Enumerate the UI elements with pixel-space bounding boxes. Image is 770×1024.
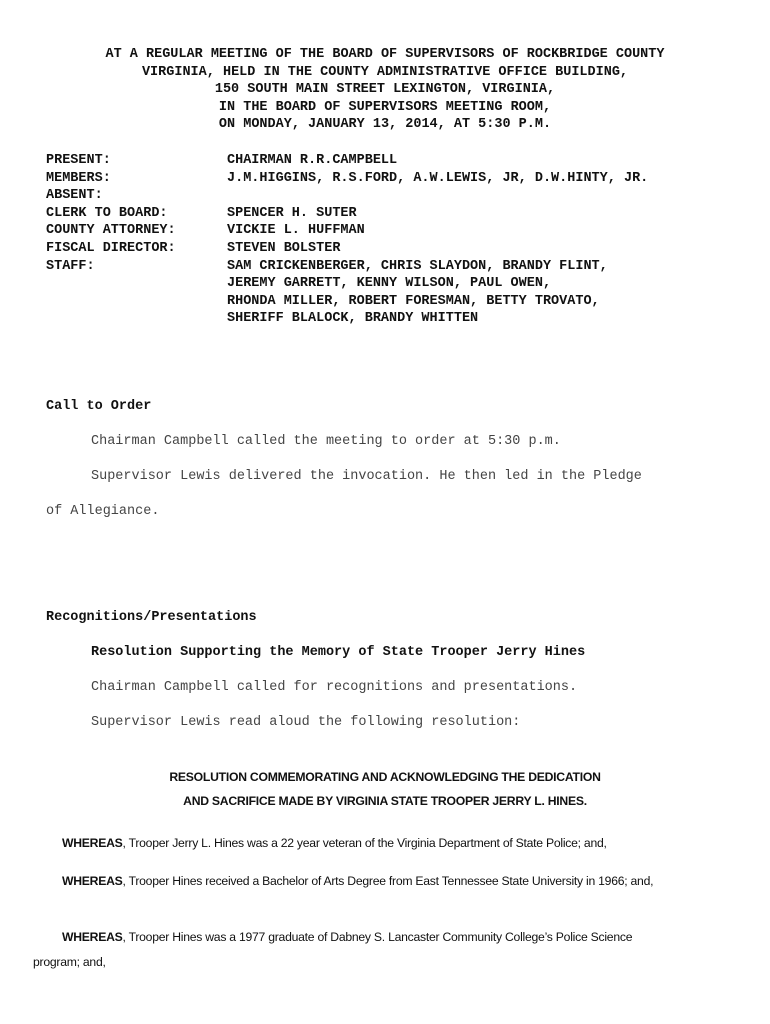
present-label: PRESENT: [46,153,111,168]
clerk-value: SPENCER H. SUTER [227,205,357,221]
recognitions-paragraph: Chairman Campbell called for recognitions and presentations. [91,680,578,695]
call-to-order-paragraph: Chairman Campbell called the meeting to order at 5:30 p.m. [91,434,561,449]
attorney-label: COUNTY ATTORNEY: [46,223,176,239]
whereas-clause [62,836,607,850]
fiscal-value: STEVEN BOLSTER [227,240,341,256]
whereas-text: , Trooper Hines was a 1977 graduate of Dabney S. Lancaster Community College’s Police Science [122,930,633,944]
resolution-subheading: Resolution Supporting the Memory of State Trooper Jerry Hines [91,645,586,660]
attorney-row [46,222,648,240]
invocation-paragraph-cont: of Allegiance. [46,504,160,519]
present-row [46,152,648,170]
present-value: CHAIRMAN R.R.CAMPBELL [227,153,398,168]
resolution-intro-paragraph: Supervisor Lewis read aloud the following resolution: [91,715,521,730]
attendance-roster [46,152,648,328]
header-line: ON MONDAY, JANUARY 13, 2014, AT 5:30 P.M. [218,117,552,133]
whereas-clause [62,930,632,944]
whereas-text: , Trooper Jerry L. Hines was a 22 year veteran of the Virginia Department of State Police; and, [122,836,607,850]
staff-row [46,258,648,328]
whereas-keyword: WHEREAS [62,930,123,944]
resolution-title: AND SACRIFICE MADE BY VIRGINIA STATE TROOPER JERRY L. HINES. [183,794,587,808]
recognitions-heading: Recognitions/Presentations [46,610,257,625]
whereas-keyword: WHEREAS [62,836,123,850]
members-value: J.M.HIGGINS, R.S.FORD, A.W.LEWIS, JR, D.W.HINTY, JR. [227,170,649,186]
staff-value [227,258,608,328]
header-line: AT A REGULAR MEETING OF THE BOARD OF SUPERVISORS OF ROCKBRIDGE COUNTY [105,47,665,62]
absent-label: ABSENT: [46,188,103,204]
absent-row [46,187,648,205]
staff-line: SHERIFF BLALOCK, BRANDY WHITTEN [227,311,479,327]
members-row [46,170,648,188]
fiscal-label: FISCAL DIRECTOR: [46,240,176,256]
header-line: IN THE BOARD OF SUPERVISORS MEETING ROOM, [218,99,552,115]
whereas-text: , Trooper Hines received a Bachelor of Arts Degree from East Tennessee State University in 1966; and, [122,874,654,888]
members-label: MEMBERS: [46,170,111,186]
staff-line: SAM CRICKENBERGER, CHRIS SLAYDON, BRANDY FLINT, [227,258,608,274]
attorney-value: VICKIE L. HUFFMAN [227,223,365,239]
minutes-header [0,46,770,134]
resolution-title: RESOLUTION COMMEMORATING AND ACKNOWLEDGING THE DEDICATION [169,770,601,784]
staff-label: STAFF: [46,258,95,274]
staff-line: JEREMY GARRETT, KENNY WILSON, PAUL OWEN, [227,276,552,292]
invocation-paragraph: Supervisor Lewis delivered the invocation. He then led in the Pledge [91,469,642,484]
whereas-keyword: WHEREAS [62,874,123,888]
header-line: VIRGINIA, HELD IN THE COUNTY ADMINISTRATIVE OFFICE BUILDING, [141,64,629,80]
clerk-row [46,205,648,223]
clerk-label: CLERK TO BOARD: [46,205,168,221]
fiscal-row [46,240,648,258]
staff-line: RHONDA MILLER, ROBERT FORESMAN, BETTY TROVATO, [227,293,600,309]
call-to-order-heading: Call to Order [46,399,152,414]
whereas-clause [62,874,653,888]
whereas-clause-cont: program; and, [33,955,106,969]
header-line: 150 SOUTH MAIN STREET LEXINGTON, VIRGINIA, [214,82,556,98]
